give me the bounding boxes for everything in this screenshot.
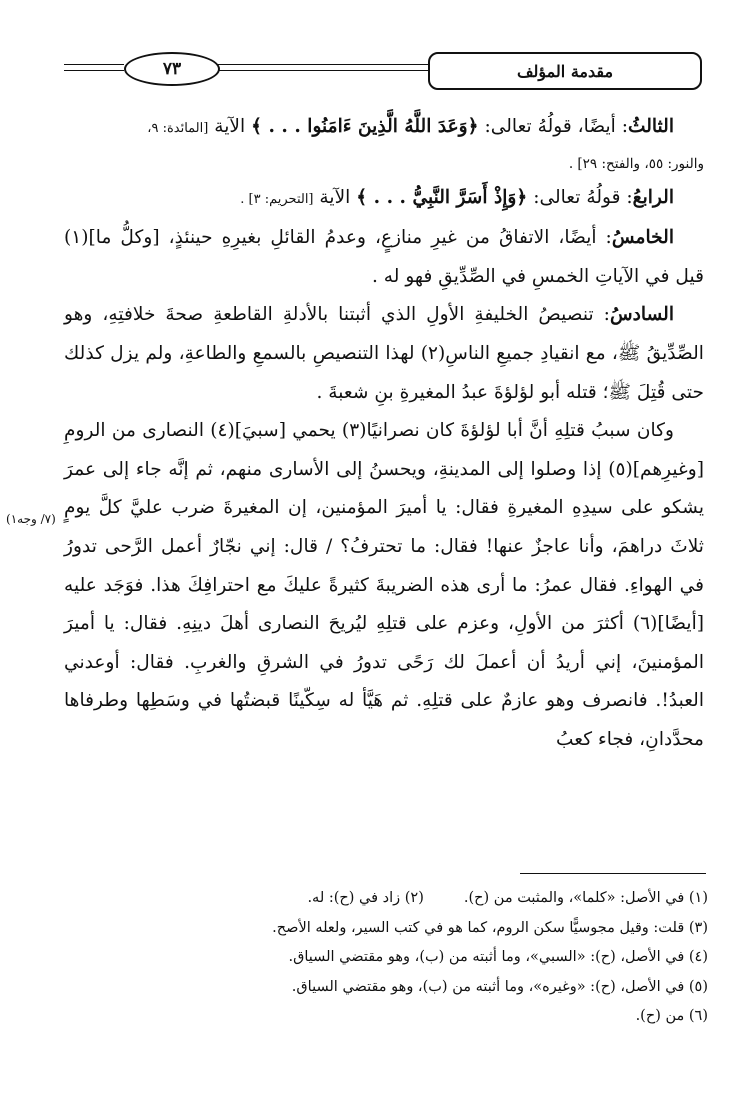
page-number: ٧٣ xyxy=(124,52,220,86)
running-header xyxy=(64,52,704,92)
p2-text: : قولُهُ تعالى: xyxy=(527,186,633,208)
header-rule-middle-bottom xyxy=(216,70,428,71)
label-sixth: السادسُ xyxy=(609,304,674,326)
section-title: مقدمة المؤلف xyxy=(428,52,702,90)
footnote-5: (٥) في الأصل، (ح): «وغيره»، وما أثبته من (ب)، وهو مقتضي السياق. xyxy=(291,978,708,995)
p2-after: الآية xyxy=(313,186,357,208)
citation-1-continued: والنور: ٥٥، والفتح: ٢٩] . xyxy=(568,155,704,172)
label-fourth: الرابعُ xyxy=(632,186,674,208)
footnote-4: (٤) في الأصل، (ح): «السبي»، وما أثبته من (ب)، وهو مقتضي السياق. xyxy=(288,949,708,965)
header-rule-middle-top xyxy=(216,64,428,65)
paragraph-fifth xyxy=(64,219,704,296)
citation-1: [المائدة: ٩، xyxy=(147,121,209,136)
header-rule-left-bottom xyxy=(64,70,124,71)
p1-after: الآية xyxy=(208,116,252,137)
margin-folio-note: (٧/ وجه١) xyxy=(6,512,56,526)
label-fifth: الخامسُ xyxy=(611,227,674,249)
paragraph-sixth xyxy=(64,296,704,412)
main-text xyxy=(64,108,704,760)
footnote-separator xyxy=(520,873,706,874)
p1-text: : أيضًا، قولُهُ تعالى: xyxy=(478,116,628,137)
footnote-6: (٦) من (ح). xyxy=(635,1008,708,1024)
paragraph-third xyxy=(64,108,704,149)
p3-text: : أيضًا، الاتفاقُ من غيرِ منازعٍ، وعدمُ القائلِ بغيرِهِ حينئذٍ، [وكلُّ ما](١) قيل في الآياتِ الخمسِ في الصِّدِّيقِ فهو له . xyxy=(64,227,704,287)
footnote-1: (١) في الأصل: «كلما»، والمثبت من (ح). xyxy=(463,890,708,906)
quran-quote-2: ﴿وَإِذْ أَسَرَّ النَّبِيُّ . . . ﴾ xyxy=(356,186,528,208)
footnote-row-1 xyxy=(120,884,708,914)
paragraph-narrative: وكان سببُ قتلِهِ أنَّ أبا لؤلؤةَ كان نصرانيًا(٣) يحمي [سبيَ](٤) النصارى من الرومِ [وغيرِهم](٥) إذا وصلوا إلى المدينةِ، ويحسنُ إلى الأسارى منهم، ثم إنَّه جاء إلى عمرَ يشكو على سيدِهِ المغيرةِ فقال: يا أميرَ المؤمنين، إن المغيرةَ ضرب عليَّ كلَّ يومٍ ثلاثَ دراهمَ، وأنا عاجزٌ عنها! فقال: ما تحترفُ؟ / قال: إني نجّارٌ أعمل الرَّحى تدورُ في الهواءِ. فقال عمرُ: ما أرى هذه الضريبةَ كثيرةً عليكَ مع احترافِكَ هذا. فوَجَد عليه [أيضًا](٦) أكثرَ من الأولِ، وعزم على قتلِهِ ليُريحَ النصارى أهلَ دينِهِ. فقال: يا أميرَ المؤمنينَ، إني أريدُ أن أعملَ لك رَحًى تدورُ في الشرقِ والغربِ. فقال: أوعدني العبدُ!. فانصرف وهو عازمٌ على قتلِهِ. ثم هَيَّأ له سِكّينًا قبضتُها في وسَطِها وطرفاها محدَّدانِ، فجاء كعبُ xyxy=(64,420,704,750)
p4-text: : تنصيصُ الخليفةِ الأولِ الذي أثبتنا بالأدلةِ القاطعةِ صحةَ خلافتِهِ، وهو الصِّدِّيقُ ﷺ، مع انقيادِ جميعِ الناسِ(٢) لهذا التنصيصِ بالسمعِ والطاعةِ، ولم يزل كذلك حتى قُتِلَ ﷺ؛ قتله أبو لؤلؤةَ عبدُ المغيرةِ بنِ شعبةَ . xyxy=(64,304,704,403)
footnote-2: (٢) زاد في (ح): له. xyxy=(307,890,424,906)
footnotes xyxy=(120,884,708,1032)
footnote-3: (٣) قلت: وقيل مجوسيًّا سكن الروم، كما هو في كتب السير، ولعله الأصح. xyxy=(272,919,708,936)
header-rule-left-top xyxy=(64,64,124,65)
citation-2: [التحريم: ٣] . xyxy=(240,191,314,207)
paragraph-fourth xyxy=(64,179,704,220)
quran-quote-1: ﴿وَعَدَ اللَّهُ الَّذِينَ ءَامَنُوا . . . ﴾ xyxy=(251,116,479,137)
label-third: الثالثُ xyxy=(627,116,674,137)
